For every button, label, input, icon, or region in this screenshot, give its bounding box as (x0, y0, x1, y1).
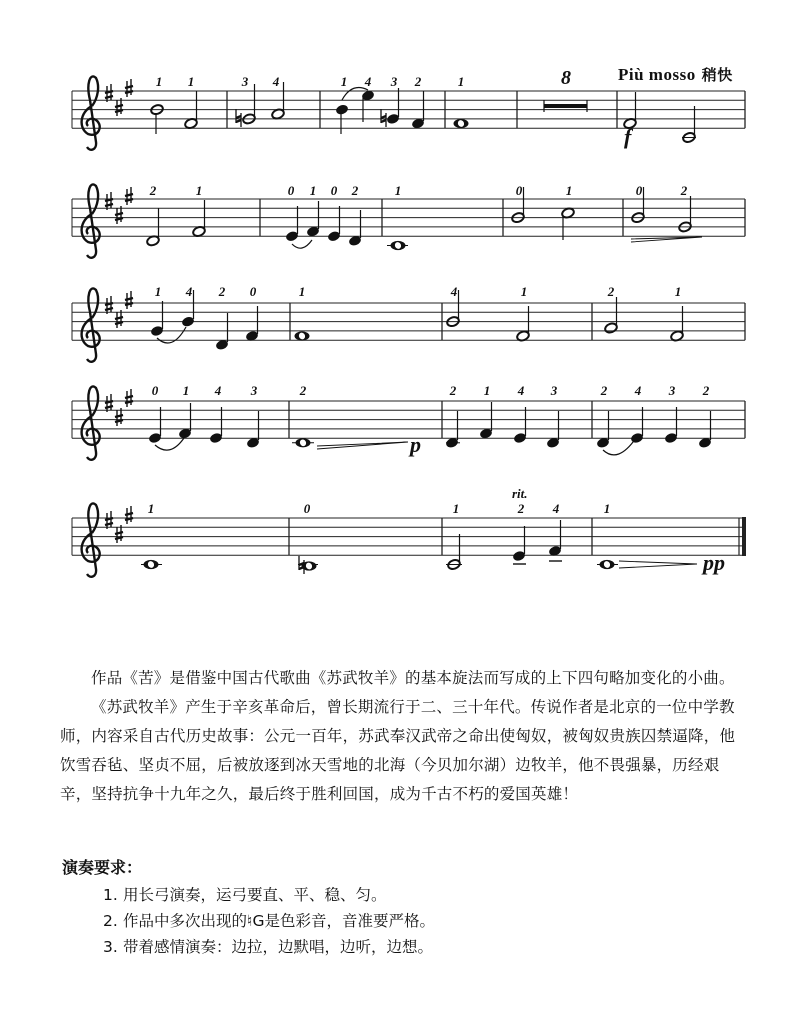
fingering: 2 (600, 383, 608, 398)
fingering: 1 (154, 284, 162, 299)
fingering: 4 (634, 383, 642, 398)
fingering: 1 (565, 183, 573, 198)
description (60, 664, 750, 809)
fingering: 1 (155, 74, 163, 89)
fingering: 2 (607, 284, 615, 299)
fingering: 0 (287, 183, 295, 198)
fingering: 2 (218, 284, 226, 299)
fingering: 1 (182, 383, 190, 398)
fingering: 1 (520, 284, 528, 299)
fingering: 1 (309, 183, 317, 198)
system-5 (72, 517, 745, 556)
fingering: 4 (272, 74, 280, 89)
fingering: 1 (483, 383, 491, 398)
fingering: 3 (390, 74, 398, 89)
dynamic-piano: p (410, 432, 421, 457)
fingering: 1 (452, 501, 460, 516)
fingering: 1 (603, 501, 611, 516)
fingering: 0 (303, 501, 311, 516)
fingering: 1 (187, 74, 195, 89)
fingering: 2 (517, 501, 525, 516)
fingering: 2 (702, 383, 710, 398)
fingering: 1 (394, 183, 402, 198)
tempo-marking-cn: 稍快 (701, 66, 733, 84)
fingering: 0 (635, 183, 643, 198)
fingering: 2 (149, 183, 157, 198)
fingering: 3 (250, 383, 258, 398)
fingering: 0 (151, 383, 159, 398)
fingering: 2 (414, 74, 422, 89)
fingering: 1 (340, 74, 348, 89)
description-paragraph-1: 作品《苦》是借鉴中国古代歌曲《苏武牧羊》的基本旋法而写成的上下四句略加变化的小曲。 (91, 669, 735, 687)
multirest-count: 8 (561, 67, 571, 89)
system-3 (72, 303, 745, 340)
tempo-marking: Più mosso 稍快 (618, 65, 733, 84)
requirement-item: 1. 用长弓演奏，运弓要直、平、稳、匀。 (103, 886, 387, 904)
fingering: 1 (674, 284, 682, 299)
fingering: 4 (185, 284, 193, 299)
fingering: 4 (552, 501, 560, 516)
fingering: 2 (449, 383, 457, 398)
fingering: 1 (457, 74, 465, 89)
system-1 (72, 91, 745, 128)
fingering: 1 (298, 284, 306, 299)
fingering: 4 (364, 74, 372, 89)
fingering: 3 (241, 74, 249, 89)
fingering: 3 (550, 383, 558, 398)
fingering: 1 (147, 501, 155, 516)
requirements-title: 演奏要求： (62, 858, 143, 877)
fingering: 0 (249, 284, 257, 299)
dynamic-forte: f (624, 124, 632, 149)
requirement-item: 2. 作品中多次出现的♮G是色彩音，音准要严格。 (103, 912, 436, 930)
fingering: 2 (299, 383, 307, 398)
fingering: 2 (351, 183, 359, 198)
fingering: 4 (517, 383, 525, 398)
requirement-item: 3. 带着感情演奏：边拉，边默唱，边听，边想。 (103, 938, 434, 956)
fingering: 3 (668, 383, 676, 398)
system-4 (72, 401, 745, 438)
fingering: 2 (680, 183, 688, 198)
description-paragraph-2: 《苏武牧羊》产生于辛亥革命后，曾长期流行于二、三十年代。传说作者是北京的一位中学教师，内容采自古代历史故事：公元一百年，苏武奉汉武帝之命出使匈奴，被匈奴贵族囚禁逼降，他饮雪吞毡、坚贞不屈，后被放逐到冰天雪地的北海（今贝加尔湖）边牧羊，他不畏强暴，历经艰辛，坚持抗争十九年之久，最后终于胜利回国，成为千古不朽的爱国英雄！ (60, 698, 736, 803)
dynamic-pianissimo: pp (703, 550, 725, 575)
requirements-list (103, 882, 435, 960)
fingering: 1 (195, 183, 203, 198)
fingering: 4 (450, 284, 458, 299)
ritardando-marking: rit. (512, 486, 528, 501)
fingering: 0 (330, 183, 338, 198)
fingering: 4 (214, 383, 222, 398)
fingering: 0 (515, 183, 523, 198)
